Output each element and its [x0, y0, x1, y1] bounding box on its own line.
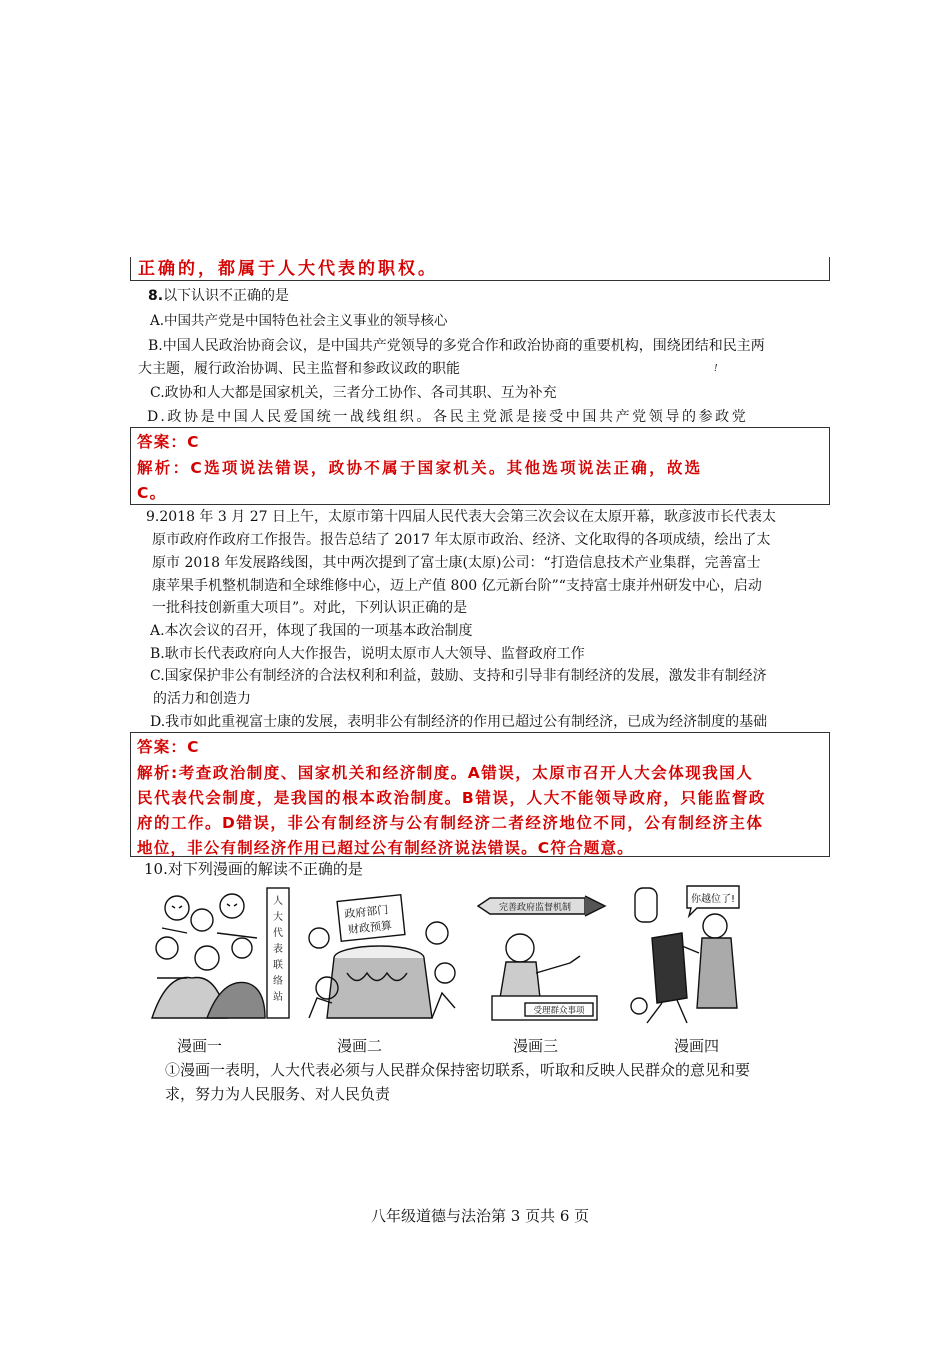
q9-analysis-line-3: 府的工作。D错误，非公有制经济与公有制经济二者经济地位不同，公有制经济主体: [137, 814, 764, 832]
cartoon-2-caption: 漫画二: [337, 1037, 383, 1055]
q8-option-a: A.中国共产党是中国特色社会主义事业的领导核心: [150, 313, 448, 329]
q9-stem-line-4: 康苹果手机整机制造和全球维修中心，迈上产值 800 亿元新台阶”“支持富士康并州研发中心，启动: [152, 578, 762, 594]
cartoon-3-caption: 漫画三: [513, 1037, 559, 1055]
cartoon-2-image: [307, 878, 457, 1026]
cartoon-2-sign-line-1: 政府部门: [343, 903, 389, 921]
q9-answer-box: [130, 732, 830, 857]
cartoon-1-image: [147, 878, 294, 1026]
cartoon-1-banner: 人大代表联络站: [273, 896, 283, 1003]
q8-stem: 8.以下认识不正确的是: [148, 288, 290, 304]
q8-option-d: D.政协是中国人民爱国统一战线组织。各民主党派是接受中国共产党领导的参政党: [147, 409, 749, 425]
q9-stem-line-5: 一批科技创新重大项目”。对此，下列认识正确的是: [152, 600, 468, 616]
q10-item1-line-1: ①漫画一表明，人大代表必须与人民群众保持密切联系，听取和反映人民群众的意见和要: [165, 1061, 751, 1079]
q9-analysis-line-2: 民代表代会制度，是我国的根本政治制度。B错误，人大不能领导政府，只能监督政: [137, 789, 767, 807]
q8-analysis-line-1: 解析：C选项说法错误，政协不属于国家机关。其他选项说法正确，故选: [137, 459, 703, 477]
q8-option-b-cont: 大主题，履行政治协调、民主监督和参政议政的职能: [138, 361, 460, 377]
q8-answer-box: [130, 427, 830, 505]
cartoon-4-image: [627, 878, 745, 1026]
q8-number: 8.: [148, 288, 164, 304]
q9-analysis-line-1: 解析:考查政治制度、国家机关和经济制度。A错误，太原市召开人大会体现我国人: [137, 764, 754, 782]
q9-answer: 答案：C: [137, 738, 200, 756]
page-footer: 八年级道德与法治第 3 页共 6 页: [371, 1207, 590, 1225]
q9-option-c-cont: 的活力和创造力: [153, 691, 251, 707]
q9-option-a: A.本次会议的召开，体现了我国的一项基本政治制度: [150, 623, 473, 639]
stray-mark: !: [714, 364, 718, 374]
q9-stem-line-3: 原市 2018 年发展路线图，其中两次提到了富士康(太原)公司：“打造信息技术产业集群，完善富士: [152, 555, 761, 571]
q9-option-b: B.耿市长代表政府向人大作报告，说明太原市人大领导、监督政府工作: [150, 646, 585, 662]
cartoon-4-caption: 漫画四: [674, 1037, 720, 1055]
q9-option-c: C.国家保护非公有制经济的合法权利和利益，鼓励、支持和引导非有制经济的发展，激发非有制经济: [150, 668, 767, 684]
cartoon-1-caption: 漫画一: [177, 1037, 223, 1055]
cartoon-4-bubble: 你越位了!: [690, 894, 736, 905]
cartoon-3-arrow-label: 完善政府监督机制: [498, 903, 572, 913]
cartoon-3-image: [470, 878, 615, 1026]
cartoon-2-sign-line-2: 财政预算: [347, 918, 393, 937]
q8-option-c: C.政协和人大都是国家机关，三者分工协作、各司其职、互为补充: [150, 385, 557, 401]
q9-option-d: D.我市如此重视富士康的发展，表明非公有制经济的作用已超过公有制经济，已成为经济制度的基础: [150, 714, 768, 730]
q8-answer: 答案：C: [137, 433, 200, 451]
q8-analysis-line-2: C。: [137, 484, 167, 502]
q10-item1-line-2: 求，努力为人民服务、对人民负责: [165, 1085, 391, 1103]
q9-stem-line-1: 9.2018 年 3 月 27 日上午，太原市第十四届人民代表大会第三次会议在太原开幕，耿彦波市长代表太: [146, 509, 776, 525]
cartoon-3-desk-label: 受理群众事项: [533, 1006, 585, 1016]
q10-stem: 10.对下列漫画的解读不正确的是: [144, 860, 363, 878]
q8-option-b: B.中国人民政治协商会议，是中国共产党领导的多党合作和政治协商的重要机构，围绕团结和民主两: [148, 338, 765, 354]
prev-answer-tail: 正确的，都属于人大代表的职权。: [138, 259, 438, 279]
q9-stem-line-2: 原市政府作政府工作报告。报告总结了 2017 年太原市政治、经济、文化取得的各项成绩，绘出了太: [152, 532, 771, 548]
q9-analysis-line-4: 地位，非公有制经济作用已超过公有制经济说法错误。C符合题意。: [137, 839, 634, 857]
